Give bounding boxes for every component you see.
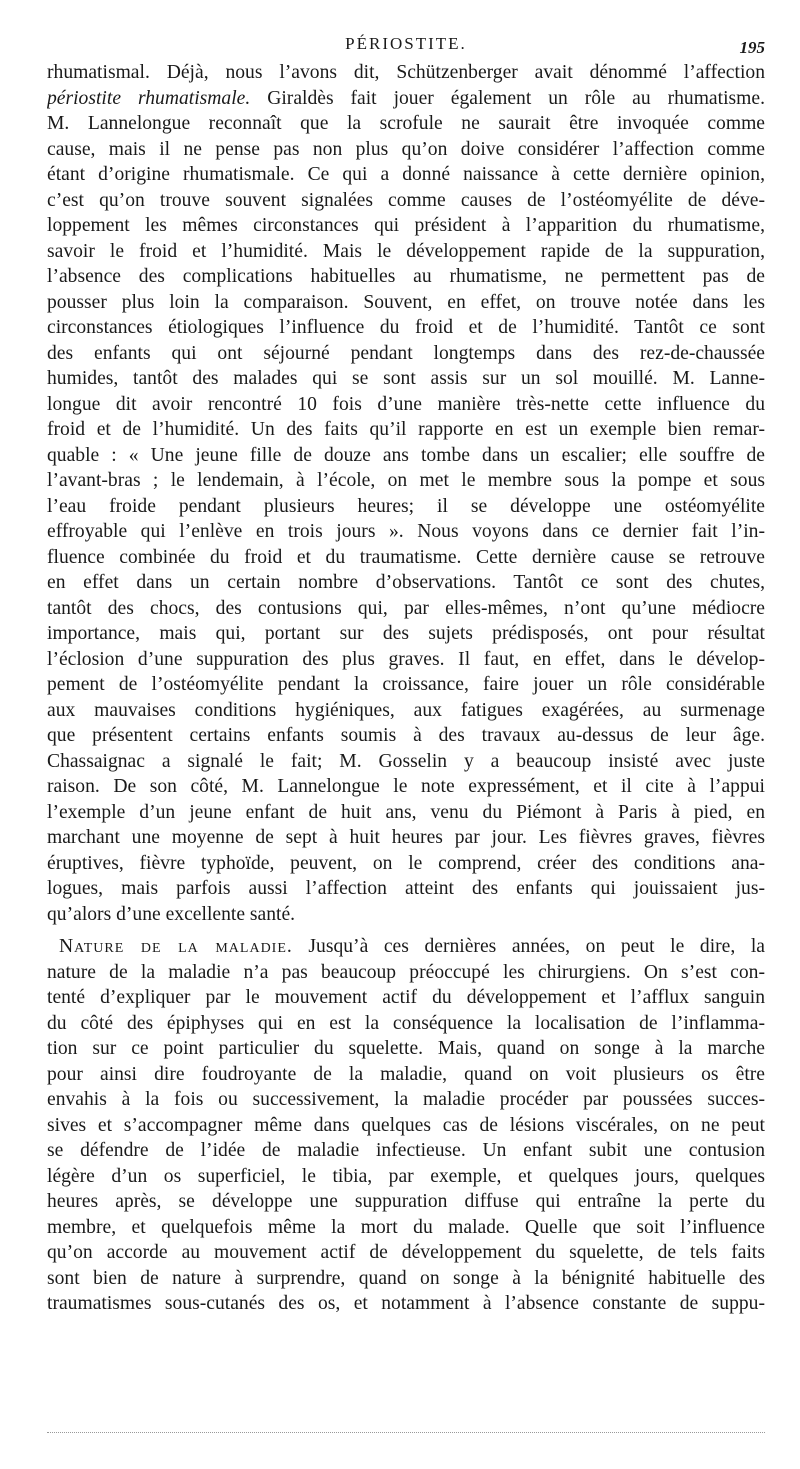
text-line: l’exemple d’un jeune enfant de huit ans, venu du Piémont à Paris à pied, en <box>47 801 765 823</box>
text-line: pour ainsi dire foudroyante de la maladie, quand on voit plusieurs os être <box>47 1063 765 1085</box>
text-line: étant d’origine rhumatismale. Ce qui a donné naissance à cette dernière opinion, <box>47 164 765 185</box>
text-line: cause, mais il ne pense pas non plus qu’on doive considérer l’affection comme <box>47 138 765 160</box>
text-line: tenté d’expliquer par le mouvement actif du développement et l’afflux sanguin <box>47 987 765 1008</box>
text-line: pousser plus loin la comparaison. Souvent, en effet, on trouve notée dans les <box>47 291 765 313</box>
text-line: tantôt des chocs, des contusions qui, par elles-mêmes, n’ont qu’une médiocre <box>47 597 765 619</box>
text-line: périostite rhumatismale. Giraldès fait jouer également un rôle au rhumatisme. <box>47 87 765 109</box>
text-line: du côté des épiphyses qui en est la conséquence la localisation de l’inflamma- <box>47 1012 765 1034</box>
paragraph-first-line <box>47 934 765 960</box>
text-line: qu’on accorde au mouvement actif de développement du squelette, de tels faits <box>47 1242 765 1263</box>
text-line: légère d’un os superficiel, le tibia, par exemple, et quelques jours, quelques <box>47 1165 765 1187</box>
text-line: circonstances étiologiques l’influence du froid et de l’humidité. Tantôt ce sont <box>47 317 765 338</box>
text-line: M. Lannelongue reconnaît que la scrofule ne saurait être invoquée comme <box>47 113 765 134</box>
text-line: quable : « Une jeune fille de douze ans tombe dans un escalier; elle souffre de <box>47 444 765 466</box>
paragraph-etiology <box>47 60 765 927</box>
text-line: envahis à la fois ou successivement, la maladie procéder par poussées succes- <box>47 1089 765 1110</box>
text-line: effroyable qui l’enlève en trois jours ». Nous voyons dans ce dernier fait l’in- <box>47 521 765 542</box>
text-line: longue dit avoir rencontré 10 fois d’une manière très-nette cette influence du <box>47 393 765 415</box>
text-line: aux mauvaises conditions hygiéniques, aux fatigues exagérées, au surmenage <box>47 699 765 721</box>
text-line: Chassaignac a signalé le fait; M. Gosselin y a beaucoup insisté avec juste <box>47 750 765 772</box>
text-line: raison. De son côté, M. Lannelongue le note expressément, et il cite à l’appui <box>47 776 765 797</box>
text-line: froid et de l’humidité. Un des faits qu’il rapporte en est un exemple bien remar- <box>47 419 765 440</box>
text-line: savoir le froid et l’humidité. Mais le développement rapide de la suppuration, <box>47 240 765 262</box>
section-heading: Nature de la maladie. <box>59 936 293 957</box>
text-line: traumatismes sous-cutanés des os, et notamment à l’absence constante de suppu- <box>47 1293 765 1314</box>
text-line: se défendre de l’idée de maladie infectieuse. Un enfant subit une contusion <box>47 1140 765 1161</box>
text-line: tion sur ce point particulier du squelette. Mais, quand on songe à la marche <box>47 1038 765 1059</box>
italic-term: périostite rhumatismale. <box>47 87 251 109</box>
running-title: PÉRIOSTITE. <box>345 34 467 53</box>
text-line: logues, mais parfois aussi l’affection atteint des enfants qui jouissaient jus- <box>47 878 765 899</box>
text-line: en effet dans un certain nombre d’observations. Tantôt ce sont des chutes, <box>47 572 765 593</box>
first-line-text: Jusqu’à ces dernières années, on peut le dire, la <box>308 936 765 957</box>
paragraph-nature-of-disease <box>47 934 765 1317</box>
footer-rule <box>47 1432 765 1433</box>
text-line: sont bien de nature à surprendre, quand on songe à la bénignité habituelle des <box>47 1267 765 1289</box>
text-line: importance, mais qui, portant sur des sujets prédisposés, ont pour résultat <box>47 623 765 644</box>
text-line: l’eau froide pendant plusieurs heures; il se développe une ostéomyélite <box>47 495 765 517</box>
text-line: c’est qu’on trouve souvent signalées comme causes de l’ostéomyélite de déve- <box>47 189 765 211</box>
text-line: heures après, se développe une suppuration diffuse qui entraîne la perte du <box>47 1191 765 1212</box>
text-line: l’éclosion d’une suppuration des plus graves. Il faut, en effet, dans le dévelop- <box>47 648 765 670</box>
text-line: membre, et quelquefois même la mort du malade. Quelle que soit l’influence <box>47 1216 765 1238</box>
text-line: l’avant-bras ; le lendemain, à l’école, on met le membre sous la pompe et sous <box>47 470 765 491</box>
text-line: l’absence des complications habituelles au rhumatisme, ne permettent pas de <box>47 266 765 287</box>
book-page <box>47 0 765 1469</box>
text-line: nature de la maladie n’a pas beaucoup préoccupé les chirurgiens. On s’est con- <box>47 961 765 983</box>
text-line: des enfants qui ont séjourné pendant longtemps dans des rez-de-chaussée <box>47 342 765 364</box>
page-number: 195 <box>739 38 765 57</box>
running-head <box>47 34 765 56</box>
text-line: sives et s’accompagner même dans quelques cas de lésions viscérales, on ne peut <box>47 1114 765 1136</box>
text-line: que présentent certains enfants soumis à des travaux au-dessus de leur âge. <box>47 725 765 746</box>
text-line: éruptives, fièvre typhoïde, peuvent, on le comprend, créer des conditions ana- <box>47 852 765 874</box>
text-line: humides, tantôt des malades qui se sont assis sur un sol mouillé. M. Lanne- <box>47 368 765 389</box>
text-line: fluence combinée du froid et du traumatisme. Cette dernière cause se retrouve <box>47 546 765 568</box>
text-line: marchant une moyenne de sept à huit heures par jour. Les fièvres graves, fièvres <box>47 827 765 848</box>
text-line: qu’alors d’une excellente santé. <box>47 903 296 925</box>
text-line: rhumatismal. Déjà, nous l’avons dit, Schützenberger avait dénommé l’affection <box>47 62 765 83</box>
body-text <box>47 60 765 1317</box>
text-line: loppement les mêmes circonstances qui président à l’apparition du rhumatisme, <box>47 215 765 236</box>
text-line: pement de l’ostéomyélite pendant la croissance, faire jouer un rôle considérable <box>47 674 765 695</box>
